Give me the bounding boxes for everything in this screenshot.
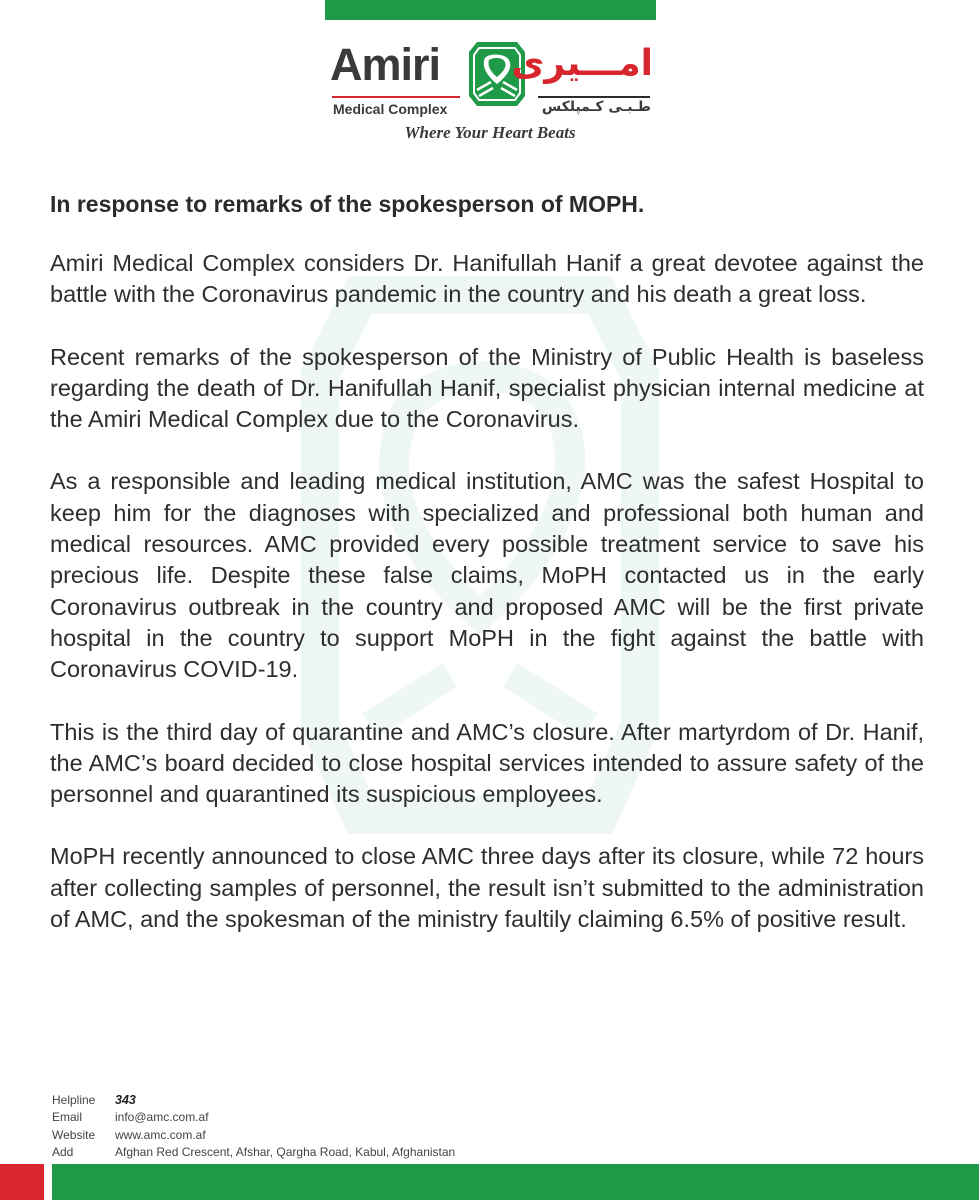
paragraph-5: MoPH recently announced to close AMC three days after its closure, while 72 hours after collecting samples of personnel, the result isn’t submitted to the administration of AMC, and the spokesman of the ministry faultily claiming 6.5% of positive result. [50,843,924,933]
paragraph-1: Amiri Medical Complex considers Dr. Hanifullah Hanif a great devotee against the battle with the Coronavirus pandemic in the country and his death a great loss. [50,250,924,308]
brand-rule-en [332,96,460,98]
helpline-number: 343 [115,1092,136,1107]
top-green-bar [325,0,656,20]
brand-name-en: Amiri [330,39,441,90]
contact-info [52,1091,455,1161]
contact-label: Website [52,1127,96,1142]
paragraph-3: As a responsible and leading medical institution, AMC was the safest Hospital to keep him for the diagnoses with specialized and professional both human and medical resources. AMC provided every possible treatment service to save his precious life. Despite these false claims, MoPH contacted us in the early Coronavirus outbreak in the country and proposed AMC will be the first private hospital in the country to support MoPH in the fight against the battle with Coronavirus COVID-19. [50,468,924,683]
amc-logo [330,38,660,148]
website-url: www.amc.com.af [115,1127,206,1142]
contact-label: Helpline [52,1092,96,1107]
footer-red-block [0,1164,44,1200]
postal-address: Afghan Red Crescent, Afshar, Qargha Road, Kabul, Afghanistan [115,1145,456,1160]
contact-label: Email [52,1110,83,1125]
contact-helpline [52,1091,455,1109]
paragraph-4: This is the third day of quarantine and AMC’s closure. After martyrdom of Dr. Hanif, the AMC’s board decided to close hospital services intended to assure safety of the personnel and quarantined its suspicious employees. [50,718,924,808]
contact-email [52,1109,455,1127]
email-address: info@amc.com.af [115,1110,209,1125]
brand-name-ar: امـــیری [511,43,653,84]
footer-green-bar [52,1164,979,1200]
paragraph-2: Recent remarks of the spokesperson of the Ministry of Public Health is baseless regarding the death of Dr. Hanifullah Hanif, specialist physician internal medicine at the Amiri Medical Complex due to the Coronavirus. [50,343,924,433]
letter-heading: In response to remarks of the spokesperson of MOPH. [50,191,645,217]
contact-website [52,1126,455,1144]
contact-label: Add [52,1145,74,1160]
letter-body [50,184,924,966]
contact-address [52,1144,455,1162]
brand-subtitle-en: Medical Complex [333,101,448,117]
brand-subtitle-ar: طـبـی کـمپلکس [541,99,651,115]
brand-tagline: Where Your Heart Beats [404,123,576,142]
